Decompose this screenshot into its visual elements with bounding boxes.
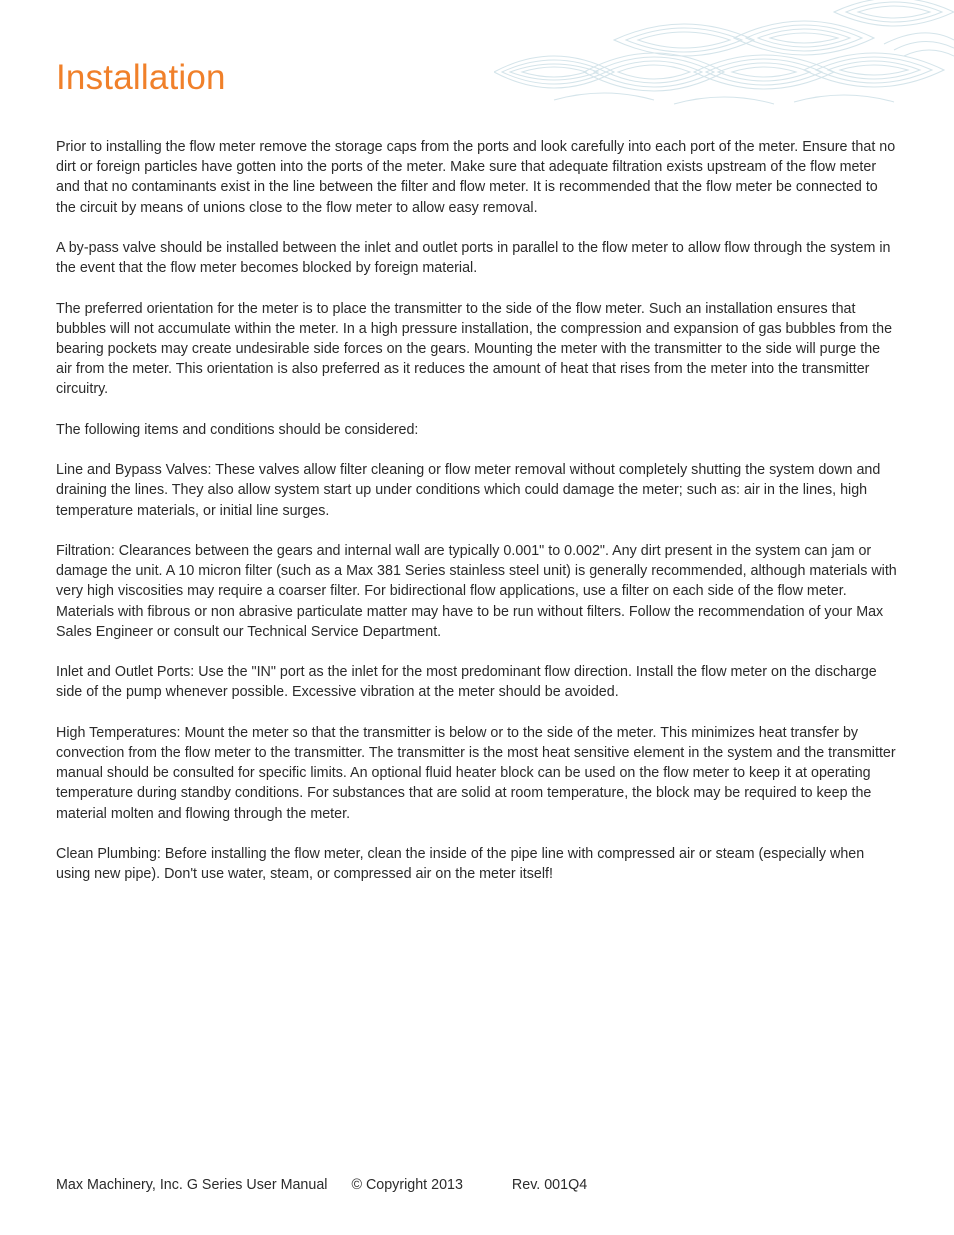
footer-copyright: © Copyright 2013 <box>351 1177 463 1193</box>
paragraph-line-bypass-valves: Line and Bypass Valves: These valves allow filter cleaning or flow meter removal without completely shutting the system down and draining the lines. They also allow system start up under conditions which could damage the meter; such as: air in the lines, high temperature materials, or initial line surges. <box>56 462 881 519</box>
footer-revision: Rev. 001Q4 <box>511 1177 588 1193</box>
footer-manual-title: Max Machinery, Inc. G Series User Manual <box>56 1177 328 1193</box>
paragraph-orientation: The preferred orientation for the meter is to place the transmitter to the side of the flow meter. Such an installation ensures that bubbles will not accumulate within the meter. In a high pressure installation, the compression and expansion of gas bubbles from the bearing pockets may create undesirable side forces on the gears. Mounting the meter with the transmitter to the side will purge the air from the meter. This orientation is also preferred as it reduces the amount of heat that rises from the meter into the transmitter circuitry. <box>56 300 893 398</box>
decorative-wave-pattern <box>494 0 954 112</box>
paragraph-intro: Prior to installing the flow meter remove the storage caps from the ports and look carefully into each port of the meter. Ensure that no dirt or foreign particles have gotten into the ports of the meter. Make sure that adequate filtration exists upstream of the flow meter and that no contaminants exist in the line between the filter and flow meter. It is recommended that the flow meter be connected to the circuit by means of unions close to the flow meter to allow easy removal. <box>56 139 896 216</box>
paragraph-items-intro: The following items and conditions should be considered: <box>56 421 419 438</box>
paragraph-high-temperatures: High Temperatures: Mount the meter so that the transmitter is below or to the side of the meter. This minimizes heat transfer by convection from the flow meter to the transmitter. The transmitter is the most heat sensitive element in the system and the transmitter manual should be consulted for specific limits. An optional fluid heater block can be used on the flow meter to keep it at operating temperature during standby conditions. For substances that are solid at room temperature, the block may be required to keep the material molten and flowing through the meter. <box>56 724 896 822</box>
body-text <box>56 137 898 905</box>
page-footer <box>56 1175 587 1195</box>
paragraph-bypass-valve: A by-pass valve should be installed between the inlet and outlet ports in parallel to the flow meter to allow flow through the system in the event that the flow meter becomes blocked by foreign material. <box>56 240 891 277</box>
paragraph-filtration: Filtration: Clearances between the gears and internal wall are typically 0.001" to 0.002". Any dirt present in the system can jam or damage the unit. A 10 micron filter (such as a Max 381 Series stainless steel unit) is generally recommended, although materials with very high viscosities may require a coarser filter. For bidirectional flow applications, use a filter on each side of the flow meter. Materials with fibrous or non abrasive particulate matter may have to be run without filters. Follow the recommendation of your Max Sales Engineer or consult our Technical Service Department. <box>56 542 897 640</box>
paragraph-inlet-outlet-ports: Inlet and Outlet Ports: Use the "IN" port as the inlet for the most predominant flow direction. Install the flow meter on the discharge side of the pump whenever possible. Excessive vibration at the meter should be avoided. <box>56 664 877 701</box>
paragraph-clean-plumbing: Clean Plumbing: Before installing the flow meter, clean the inside of the pipe line with compressed air or steam (especially when using new pipe). Don't use water, steam, or compressed air on the meter itself! <box>56 845 865 883</box>
page-title: Installation <box>56 58 226 97</box>
